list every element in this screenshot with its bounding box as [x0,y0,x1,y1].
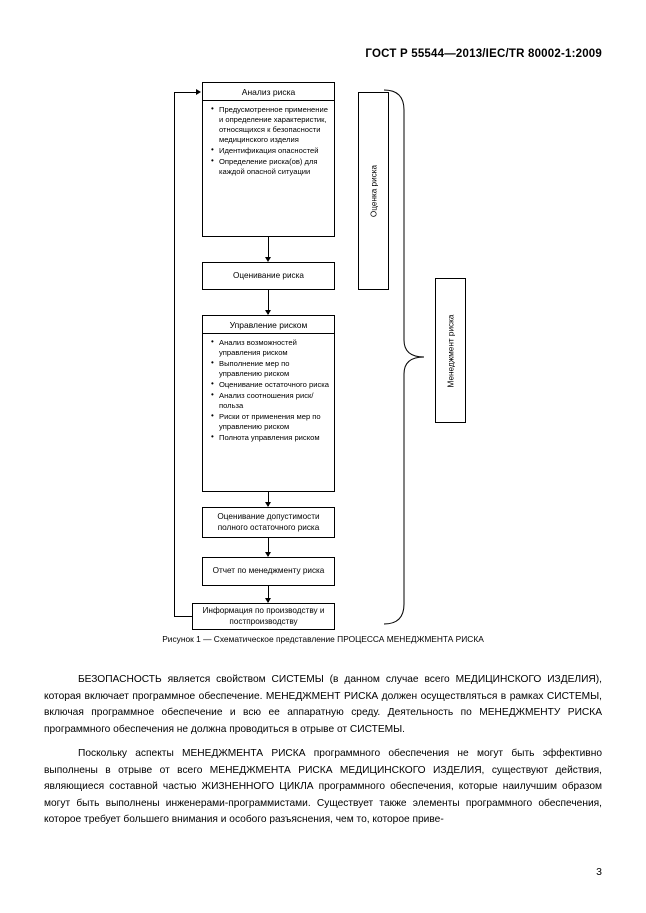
feedback-loop-arrow [196,89,201,95]
risk-assessment-label: Оценка риска [369,164,378,218]
residual-risk-acceptability-title: Оценивание допустимости полного остаточного риска [217,511,320,532]
risk-evaluation-title: Оценивание риска [233,270,304,280]
risk-control-title: Управление риском [203,316,334,334]
body-text [44,672,602,837]
figure-caption: Рисунок 1 — Схематическое представление ПРОЦЕССА МЕНЕДЖМЕНТА РИСКА [162,634,484,644]
production-information-title: Информация по производству и постпроизводству [202,605,325,626]
paragraph: БЕЗОПАСНОСТЬ является свойством СИСТЕМЫ (в данном случае всего МЕДИЦИНСКОГО ИЗДЕЛИЯ), которая включает программное обеспечение. МЕНЕДЖМЕНТ РИСКА должен осуществляться в рамках СИСТЕМЫ, включая программное обеспечение и всю ее аппаратную среду. Деятельность по МЕНЕДЖМЕНТУ РИСКА программного обеспечения не должна проводиться в отрыве от СИСТЕМЫ. [44,674,602,735]
list-item: • Предусмотренное применение и определение характеристик, относящихся к безопасности медицинского изделия [219,105,330,145]
production-information-box [192,603,335,630]
feedback-loop-line [174,616,192,617]
feedback-loop-line [174,92,197,93]
list-item: • Выполнение мер по управлению риском [219,359,330,379]
risk-analysis-list [203,101,334,182]
risk-management-label: Менеджмент риска [446,314,455,387]
feedback-loop-line [174,92,175,616]
list-item: • Анализ возможностей управления риском [219,338,330,358]
risk-analysis-title: Анализ риска [203,83,334,101]
residual-risk-acceptability-box [202,507,335,538]
connector-line [268,237,269,259]
risk-management-report-title: Отчет по менеджменту риска [212,566,325,576]
risk-management-process-diagram [130,74,530,624]
standard-header: ГОСТ Р 55544—2013/IEC/TR 80002-1:2009 [365,48,602,60]
risk-management-report-box [202,557,335,586]
list-item: • Оценивание остаточного риска [219,380,330,390]
list-item: • Анализ соотношения риск/польза [219,391,330,411]
paragraph: Поскольку аспекты МЕНЕДЖМЕНТА РИСКА программного обеспечения не могут быть эффективно выполнены в отрыве от всего МЕНЕДЖМЕНТА РИСКА МЕДИЦИНСКОГО ИЗДЕЛИЯ, существуют действия, являющиеся составной частью ЖИЗНЕННОГО ЦИКЛА программного обеспечения, которые наилучшим образом могут быть выполнены инженерами-программистами. Существует также элементы программного обеспечения, которое требует большего внимания и особого разъяснения, чем то, которое приве- [44,748,602,826]
risk-evaluation-box [202,262,335,290]
page-number: 3 [596,866,602,878]
list-item: • Риски от применения мер по управлению риском [219,412,330,432]
list-item: • Определение риска(ов) для каждой опасной ситуации [219,157,330,177]
risk-control-list [203,334,334,448]
list-item: • Полнота управления риском [219,433,330,443]
risk-analysis-box [202,82,335,237]
list-item: • Идентификация опасностей [219,146,330,156]
risk-control-box [202,315,335,492]
risk-management-label-box [435,278,466,423]
